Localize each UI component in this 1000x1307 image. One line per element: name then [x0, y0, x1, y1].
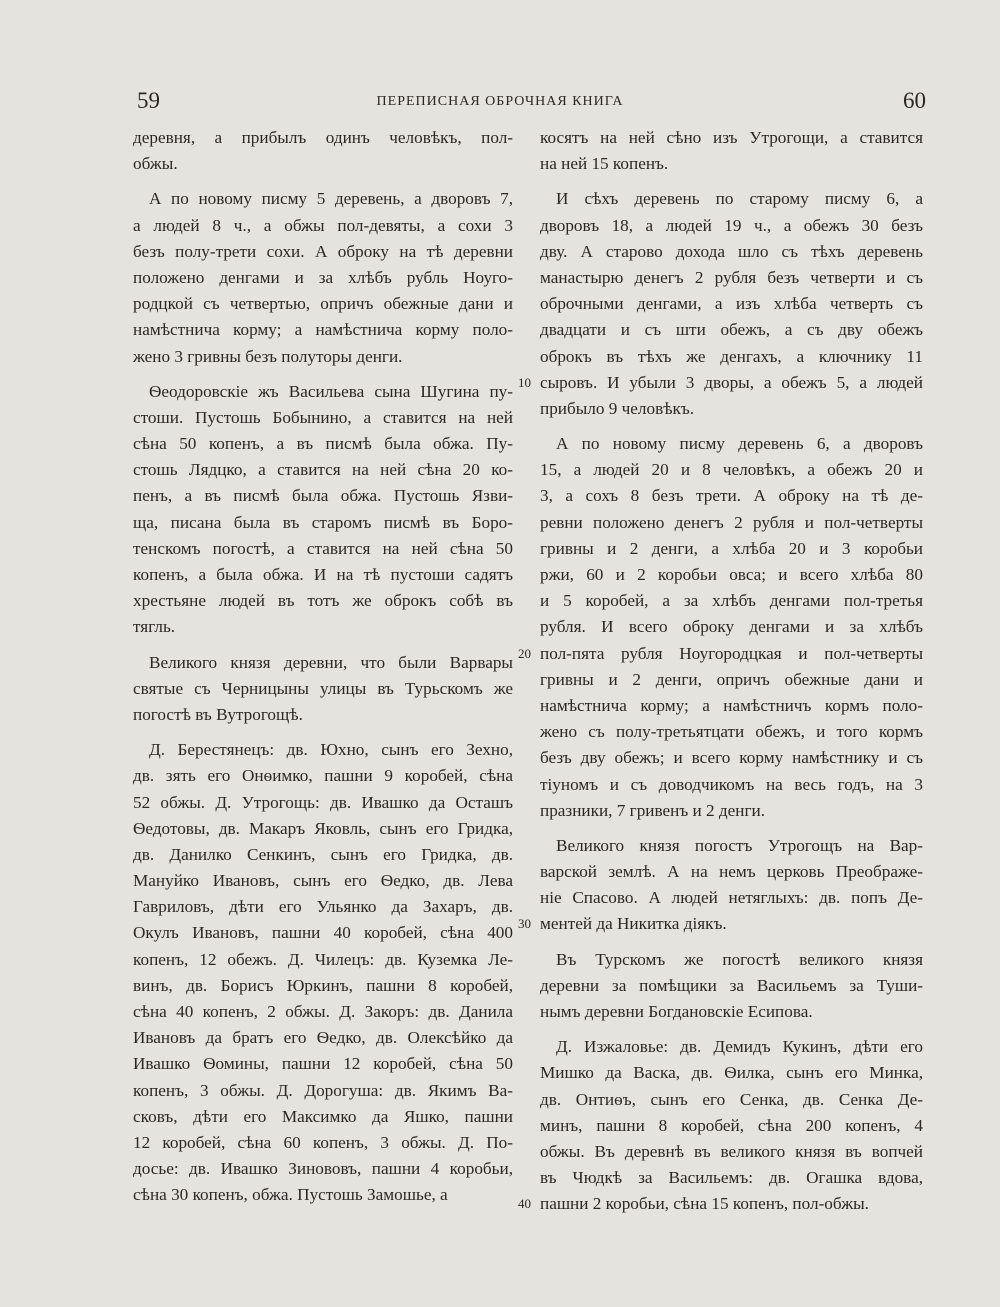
- text-line: копенъ, 3 обжы. Д. Дорогуша: дв. Якимъ Ва-: [133, 1080, 513, 1100]
- text-line: Д. Изжаловье: дв. Демидъ Кукинъ, дѣти его: [556, 1037, 923, 1057]
- text-line: и 5 коробей, а за хлѣбъ денгами пол-третья: [540, 591, 923, 611]
- left-page-number: 59: [137, 88, 160, 113]
- paragraph-gap: [540, 1025, 923, 1034]
- text-line: И сѣхъ деревень по старому писму 6, а: [556, 189, 923, 209]
- line-number-marker: 40: [518, 1196, 531, 1212]
- text-line: тягль.: [133, 617, 176, 637]
- running-title: ПЕРЕПИСНАЯ ОБРОЧНАЯ КНИГА: [376, 94, 624, 109]
- text-line: Ѳедотовы, дв. Макаръ Яковль, сынъ его Гридка,: [133, 818, 513, 838]
- paragraph-gap: [133, 177, 513, 186]
- paragraph-gap: [133, 641, 513, 650]
- text-line: прибыло 9 человѣкъ.: [540, 398, 695, 418]
- text-line: жено съ полу-третьятцати обежъ, и того кормъ: [540, 722, 923, 742]
- text-line: гривны и 2 денги, опричъ обежные дани и: [540, 669, 923, 689]
- text-line: дву. А старово дохода шло съ тѣхъ деревень: [540, 241, 923, 261]
- text-line: ща, писана была въ старомъ писмѣ въ Боро-: [133, 512, 513, 532]
- paragraph: [540, 947, 923, 1026]
- text-line: ментей да Никитка діякъ.: [540, 914, 727, 934]
- text-line: сѣна 30 копенъ, обжа. Пустошь Замошье, а: [133, 1185, 448, 1205]
- text-line: манастырю денегъ 2 рубля безъ четверти и съ: [540, 267, 923, 287]
- text-line: сыровъ. И убыли 3 дворы, а обежъ 5, а людей: [540, 372, 923, 392]
- text-line: А по новому писму 5 деревень, а дворовъ 7,: [149, 189, 513, 209]
- text-line: а людей 8 ч., а обжы пол-девяты, а сохи 3: [133, 215, 513, 235]
- text-line: Великого князя погостъ Утрогощъ на Вар-: [556, 835, 923, 855]
- text-line: пол-пята рубля Ноугородцкая и пол-четверты: [540, 643, 923, 663]
- right-page-number: 60: [903, 88, 926, 113]
- text-line: сѣна 50 копенъ, а въ писмѣ была обжа. Пу-: [133, 434, 513, 454]
- text-line: намѣстнича корму; а намѣстничъ кормъ поло-: [540, 695, 923, 715]
- text-line: стоши. Пустошь Бобынино, а ставится на ней: [133, 407, 513, 427]
- text-line: 52 обжы. Д. Утрогощь: дв. Ивашко да Осташъ: [133, 792, 513, 812]
- paragraph: [133, 125, 513, 177]
- paragraph-gap: [540, 177, 923, 186]
- text-line: дв. Данилко Сенкинъ, сынъ его Гридка, дв.: [133, 844, 513, 864]
- text-line: стошь Лядцко, а ставится на ней сѣна 20 ко-: [133, 460, 513, 480]
- text-line: погостѣ въ Вутрогощѣ.: [133, 704, 303, 724]
- line-number-marker: 30: [518, 916, 531, 932]
- text-line: тіуномъ и съ доводчикомъ на весь годъ, на 3: [540, 774, 923, 794]
- text-line: копенъ, а была обжа. И на тѣ пустоши садятъ: [133, 565, 513, 584]
- paragraph: [133, 650, 513, 729]
- text-line: копенъ, 12 обежъ. Д. Чилецъ: дв. Куземка Ле-: [133, 949, 513, 969]
- text-line: тенскомъ погостѣ, а ставится на ней сѣна 50: [133, 538, 513, 558]
- paragraph: [540, 125, 923, 177]
- text-line: двадцати и съ шти обежъ, а съ дву обежъ: [540, 320, 923, 340]
- text-line: обжы. Въ деревнѣ въ великого князя въ вопчей: [540, 1141, 923, 1161]
- paragraph-gap: [133, 728, 513, 737]
- text-line: деревня, а прибылъ одинъ человѣкъ, пол-: [133, 128, 513, 147]
- text-line: Д. Берестянецъ: дв. Юхно, сынъ его Зехно,: [149, 740, 513, 760]
- text-line: Великого князя деревни, что были Варвары: [149, 652, 513, 672]
- text-line: безъ дву обежъ; и всего корму намѣстнику и съ: [540, 748, 923, 768]
- text-line: 15, а людей 20 и 8 человѣкъ, а обежъ 20 и: [540, 460, 923, 480]
- paragraph-gap: [540, 824, 923, 833]
- text-line: 3, а сохъ 8 безъ трети. А оброку на тѣ де-: [540, 486, 923, 506]
- text-line: положено денгами и за хлѣбъ рубль Ноуго-: [133, 267, 513, 287]
- text-line: досье: дв. Ивашко Зинововъ, пашни 4 коробьи,: [133, 1159, 513, 1179]
- text-line: косятъ на ней сѣно изъ Утрогощи, а ставится: [540, 128, 923, 147]
- paragraph: [540, 431, 923, 824]
- text-line: деревни за помѣщики за Васильемъ за Туши-: [540, 975, 923, 995]
- text-line: ревни положено денегъ 2 рубля и пол-четверты: [540, 512, 923, 532]
- text-line: ніе Спасово. А людей нетяглыхъ: дв. попъ Де-: [540, 888, 923, 908]
- text-line: А по новому писму деревень 6, а дворовъ: [556, 434, 923, 454]
- text-line: намѣстнича корму; а намѣстнича корму поло-: [133, 320, 513, 340]
- text-line: Мануйко Ивановъ, сынъ его Ѳедко, дв. Лева: [133, 871, 513, 891]
- text-line: гривны и 2 денги, а хлѣба 20 и 3 коробьи: [540, 538, 923, 558]
- text-line: родцкой съ четвертью, опричъ обежные дани и: [133, 294, 513, 314]
- text-line: Ивановъ да братъ его Ѳедко, дв. Олексѣйко да: [133, 1028, 513, 1048]
- text-line: Гавриловъ, дѣти его Ульянко да Захаръ, дв.: [133, 897, 513, 917]
- text-line: Ивашко Ѳомины, пашни 12 коробей, сѣна 50: [133, 1054, 513, 1074]
- paragraph: [133, 379, 513, 641]
- text-line: ржи, 60 и 2 коробьи овса; и всего хлѣба 80: [540, 565, 923, 584]
- text-line: Ѳеодоровскіе жъ Васильева сына Шугина пу-: [149, 381, 513, 401]
- paragraph: [540, 1034, 923, 1217]
- text-line: пенъ, а въ писмѣ была обжа. Пустошь Язви-: [133, 486, 513, 506]
- text-line: сковъ, дѣти его Максимко да Яшко, пашни: [133, 1106, 513, 1126]
- paragraph-gap: [540, 422, 923, 431]
- paragraph-gap: [133, 370, 513, 379]
- text-line: дв. Онтиѳъ, сынъ его Сенка, дв. Сенка Де-: [540, 1089, 923, 1109]
- text-line: дв. зять его Онѳимко, пашни 9 коробей, сѣна: [133, 766, 513, 786]
- paragraph: [540, 186, 923, 422]
- text-line: пашни 2 коробьи, сѣна 15 копенъ, пол-обжы.: [540, 1194, 869, 1214]
- text-line: Въ Турскомъ же погостѣ великого князя: [556, 949, 923, 969]
- right-text-column: [540, 125, 923, 1218]
- left-text-column: [133, 125, 513, 1209]
- text-line: святые съ Черницыны улицы въ Турьскомъ же: [133, 678, 513, 698]
- text-line: въ Чюдкѣ за Васильемъ: дв. Огашка вдова,: [540, 1168, 923, 1188]
- text-line: варской землѣ. А на немъ церковь Преображе-: [540, 862, 923, 882]
- text-line: хрестьяне людей въ тотъ же оброкъ собѣ въ: [133, 591, 513, 611]
- text-line: на ней 15 копенъ.: [540, 154, 669, 174]
- page-header: [0, 88, 1000, 118]
- line-number-marker: 20: [518, 645, 531, 661]
- text-line: Мишко да Васка, дв. Ѳилка, сынъ его Минка,: [540, 1063, 923, 1083]
- text-line: жено 3 гривны безъ полуторы денги.: [133, 346, 403, 366]
- text-line: Окулъ Ивановъ, пашни 40 коробей, сѣна 400: [133, 923, 513, 943]
- paragraph-gap: [540, 938, 923, 947]
- text-line: сѣна 40 копенъ, 2 обжы. Д. Закоръ: дв. Данила: [133, 1002, 513, 1021]
- text-line: 12 коробей, сѣна 60 копенъ, 3 обжы. Д. По-: [133, 1132, 513, 1152]
- text-line: безъ полу-трети сохи. А оброку на тѣ деревни: [133, 241, 513, 261]
- paragraph: [540, 833, 923, 938]
- text-line: минъ, пашни 8 коробей, сѣна 200 копенъ, 4: [540, 1115, 923, 1135]
- line-number-marker: 10: [518, 374, 531, 390]
- paragraph: [133, 737, 513, 1208]
- text-line: празники, 7 гривенъ и 2 денги.: [540, 800, 766, 820]
- text-line: рубля. И всего оброку денгами и за хлѣбъ: [540, 617, 923, 637]
- text-line: оброчными денгами, а изъ хлѣба четверть съ: [540, 294, 923, 314]
- text-line: обжы.: [133, 154, 178, 174]
- paragraph: [133, 186, 513, 369]
- text-line: оброкъ въ тѣхъ же денгахъ, а ключнику 11: [540, 346, 923, 366]
- text-line: нымъ деревни Богдановскіе Есипова.: [540, 1002, 813, 1021]
- text-line: винъ, дв. Борисъ Юркинъ, пашни 8 коробей,: [133, 975, 513, 995]
- text-line: дворовъ 18, а людей 19 ч., а обежъ 30 безъ: [540, 215, 923, 235]
